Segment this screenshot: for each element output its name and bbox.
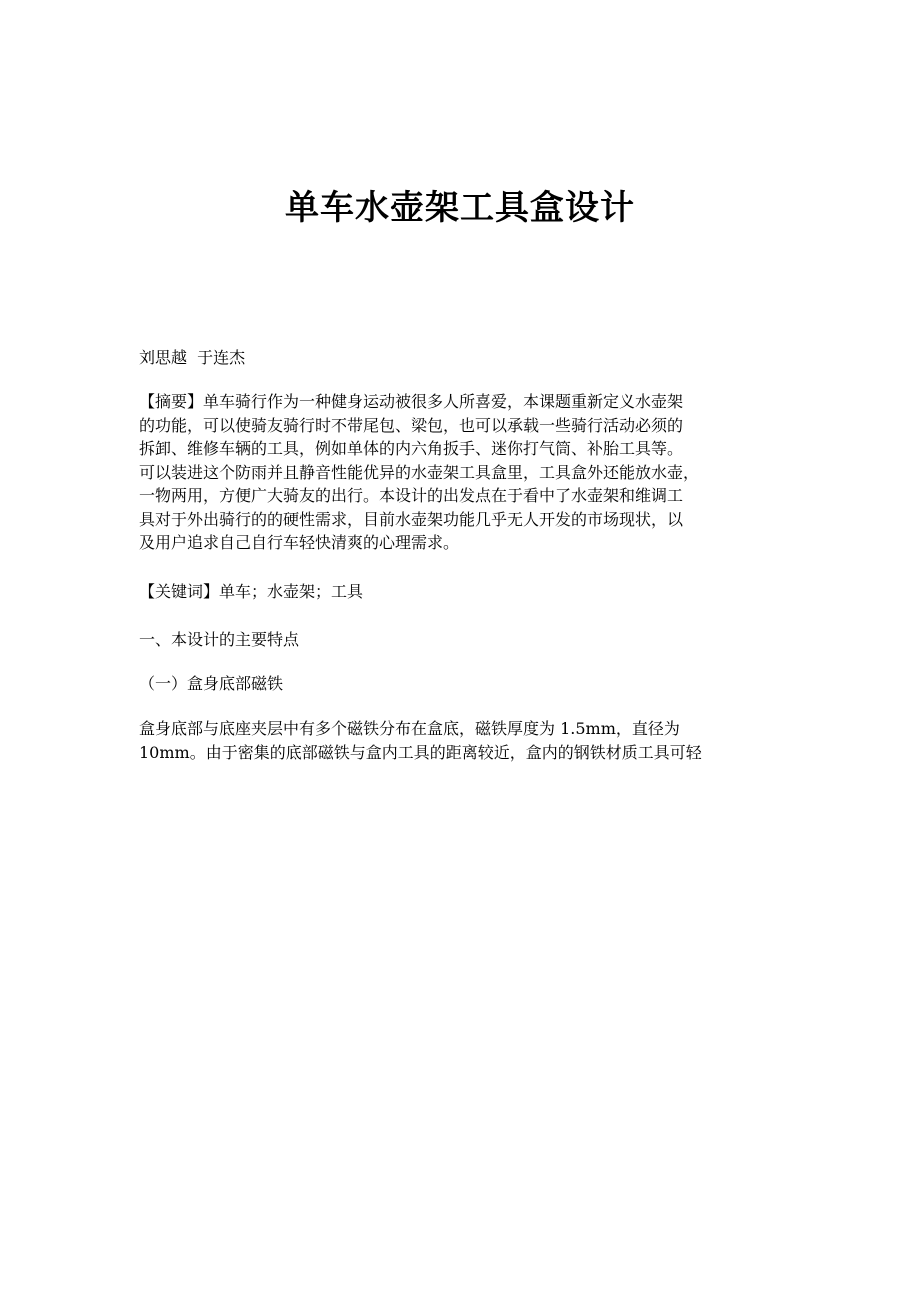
abstract xyxy=(139,390,789,555)
author-names: 刘思越 于连杰 xyxy=(139,348,246,367)
abstract-line: 及用户追求自己自行车轻快清爽的心理需求。 xyxy=(139,533,460,552)
abstract-line: 拆卸、维修车辆的工具，例如单体的内六角扳手、迷你打气筒、补胎工具等。 xyxy=(139,439,684,458)
paragraph-line: 盒身底部与底座夹层中有多个磁铁分布在盒底，磁铁厚度为 1.5mm，直径为 xyxy=(139,719,680,738)
abstract-line: 可以装进这个防雨并且静音性能优异的水壶架工具盒里，工具盒外还能放水壶， xyxy=(139,462,700,482)
document-title: 单车水壶架工具盒设计 xyxy=(285,188,635,228)
abstract-line: 具对于外出骑行的的硬性需求，目前水壶架功能几乎无人开发的市场现状，以 xyxy=(139,509,684,529)
paragraph-line: 10mm。由于密集的底部磁铁与盒内工具的距离较近，盒内的钢铁材质工具可轻 xyxy=(139,742,702,762)
body-paragraph xyxy=(139,717,789,764)
abstract-line: 的功能，可以使骑友骑行时不带尾包、梁包，也可以承载一些骑行活动必须的 xyxy=(139,415,684,435)
section-heading: 一、本设计的主要特点 xyxy=(139,630,300,649)
abstract-line: 一物两用，方便广大骑友的出行。本设计的出发点在于看中了水壶架和维调工 xyxy=(139,486,684,505)
abstract-line: 【摘要】单车骑行作为一种健身运动被很多人所喜爱，本课题重新定义水壶架 xyxy=(139,392,684,411)
subsection-heading: （一）盒身底部磁铁 xyxy=(139,674,284,693)
keywords: 【关键词】单车；水壶架；工具 xyxy=(139,582,364,601)
